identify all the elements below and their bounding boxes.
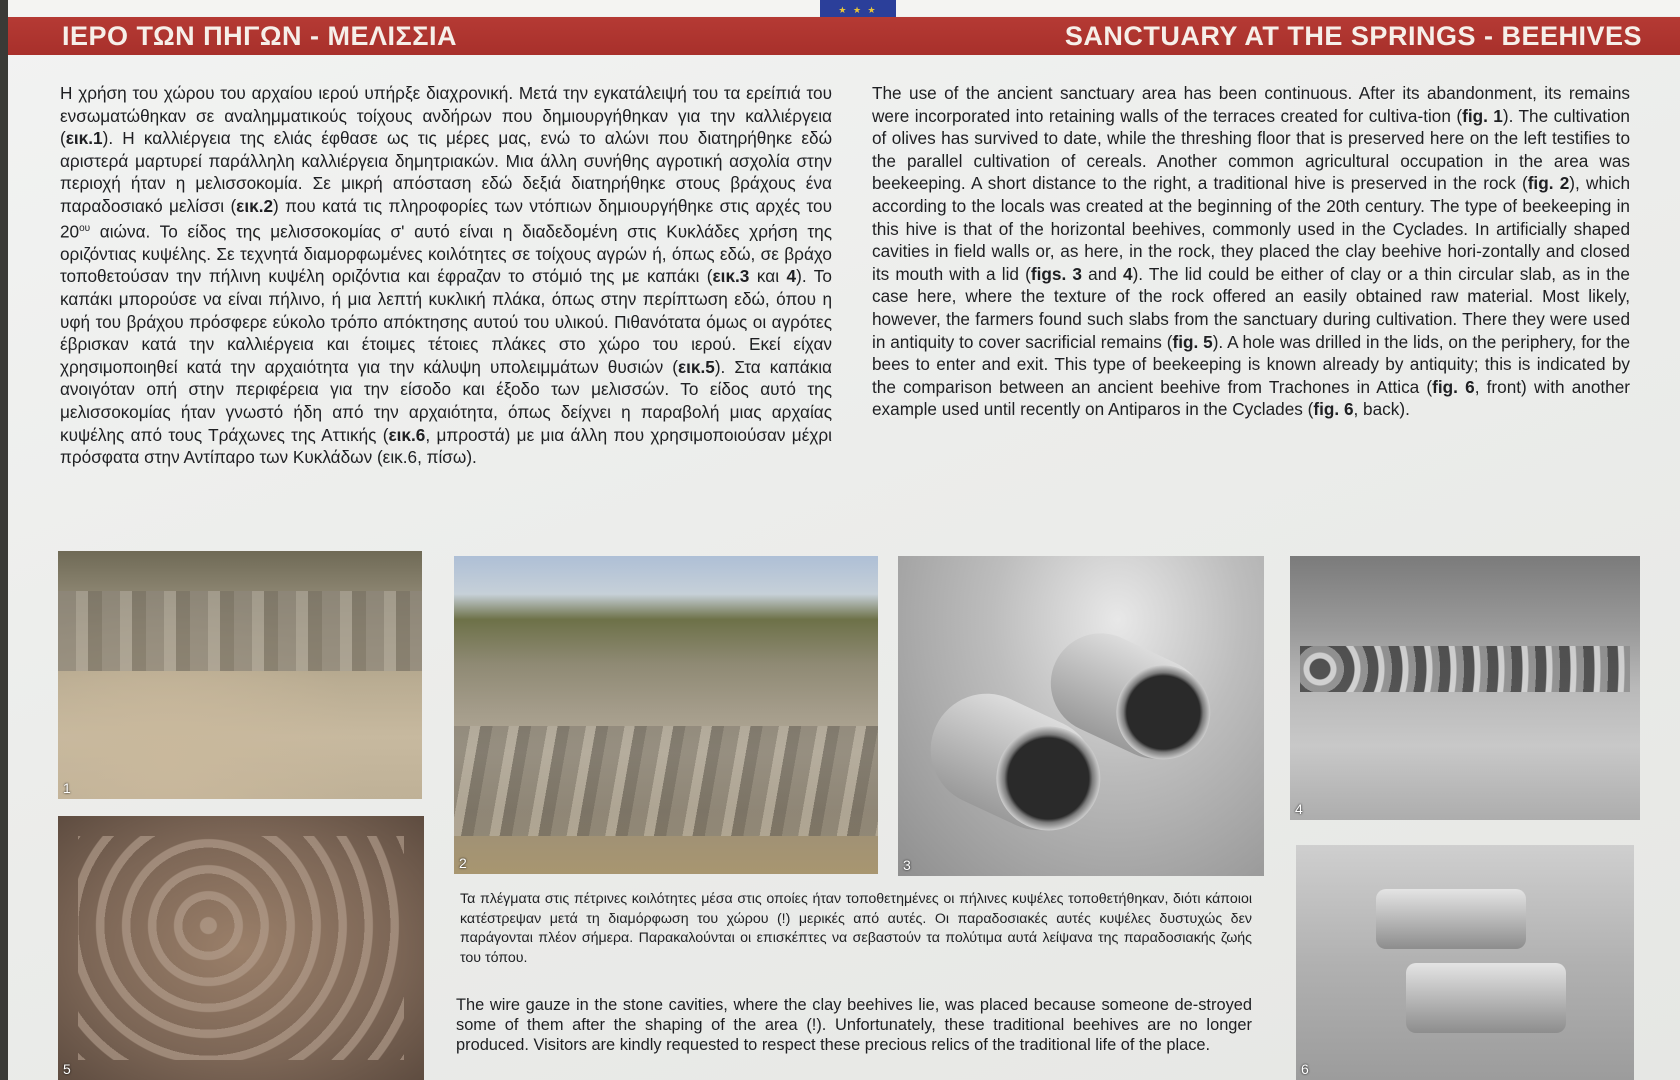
information-sign — [8, 0, 1680, 1080]
eu-flag-logo: ★ ★ ★ — [820, 0, 896, 17]
photo-2-number: 2 — [459, 855, 467, 871]
caption-english: The wire gauze in the stone cavities, where the clay beehives lie, was placed because someone de-stroyed some of them after the shaping of the area (!). Unfortunately, these traditional beehives are no longer produced. Visitors are kindly requested to respect these precious relics of the traditional life of the place. — [456, 996, 1252, 1054]
photo-4-hive-wall — [1290, 556, 1640, 820]
photo-5-stone-slabs — [58, 816, 424, 1080]
photo-6-number: 6 — [1301, 1061, 1309, 1077]
photo-3-number: 3 — [903, 857, 911, 873]
title-band — [8, 17, 1680, 55]
photo-2-rock-hive — [454, 556, 878, 874]
photo-1-terraces — [58, 551, 422, 799]
photo-5-number: 5 — [63, 1061, 71, 1077]
caption-greek: Τα πλέγματα στις πέτρινες κοιλότητες μέσα στις οποίες ήταν τοποθετημένες οι πήλινες κυψέλες τοποθετήθηκαν, διότι κάποιοι κατέστρεψαν μετά τη διαμόρφωση του χώρου (!) μερικές από αυτές. Οι παραδοσιακές αυτές κυψέλες δυστυχώς δεν παράγονται πλέον σήμερα. Παρακαλούνται οι επισκέπτες να σεβαστούν τα πολύτιμα αυτά λείψανα της παραδοσιακής ζωής του τόπου. — [460, 891, 1252, 966]
photo-3-clay-beehives — [898, 556, 1264, 876]
photo-1-number: 1 — [63, 780, 71, 796]
photo-6-ancient-beehives — [1296, 845, 1634, 1080]
photo-4-number: 4 — [1295, 801, 1303, 817]
body-text-english: The use of the ancient sanctuary area has been continuous. After its abandonment, its remains were incorporated into retaining walls of the terraces created for cultiva-tion (fig. 1). The cultivation of olives has survived to date, while the threshing floor that is preserved here on the left testifies to the parallel cultivation of cereals. Another common agricultural occupation in the area was beekeeping. A short distance to the right, a traditional hive is preserved in the rock (fig. 2), which according to the locals was created at the beginning of the 20th century. The type of beekeeping in this hive is that of the horizontal beehives, commonly used in the Cyclades. In artificially shaped cavities in field walls or, as here, in the rock, they placed the clay beehive hori-zontally and closed its mouth with a lid (figs. 3 and 4). The lid could be either of clay or a thin circular slab, as in the case here, where the texture of the rock offered an easily obtained raw material. Most likely, however, the farmers found such slabs from the sanctuary during cultivation. There they were used in antiquity to cover sacrificial remains (fig. 5). A hole was drilled in the lids, on the periphery, for the bees to enter and exit. This type of beekeeping is known already by antiquity; this is indicated by the comparison between an ancient beehive from Trachones in Attica (fig. 6, front) with another example used until recently on Antiparos in the Cyclades (fig. 6, back). — [872, 83, 1631, 420]
body-text-greek: Η χρήση του χώρου του αρχαίου ιερού υπήρξε διαχρονική. Μετά την εγκατάλειψή του τα ερείπιά του ενσωματώθηκαν σε αναλημματικούς τοίχους ανδήρων που δημιουργήθηκαν για την καλλιέργεια (εικ.1). Η καλλιέργεια της ελιάς έφθασε ως τις μέρες μας, ενώ το αλώνι που διατηρήθηκε εδώ αριστερά μαρτυρεί παράλληλη καλλιέργεια δημητριακών. Μια άλλη συνήθης αγροτική ασχολία στην περιοχή ήταν η μελισσοκομία. Σε μικρή απόσταση εδώ δεξιά διατηρήθηκε στους βράχους ένα παραδοσιακό μελίσσι (εικ.2) που κατά τις πληροφορίες των ντόπιων δημιουργήθηκε στις αρχές του $20^{o\upsilon}$ αιώνα. Το είδος της μελισσοκομίας σ' αυτό είναι η διαδεδομένη στις Κυκλάδες χρήση της οριζόντιας κυψέλης. Σε τεχνητά διαμορφωμένες κοιλότητες σε τοίχους αγρών ή, όπως εδώ, σε βράχο τοποθετούσαν την πήλινη κυψέλη οριζόντια και έφραζαν το στόμιό της με καπάκι (εικ.3 και 4). Το καπάκι μπορούσε να είναι πήλινο, ή μια λεπτή κυκλική πλάκα, όπως στην περίπτωση εδώ, όπου η υφή του βράχου πρόσφερε εύκολο τρόπο απόκτησης αυτού του υλικού. Πιθανότατα όμως οι αγρότες έβρισκαν κατά την καλλιέργεια και έτοιμες τέτοιες πλάκες στο χώρο του ιερού. Εκεί είχαν χρησιμοποιηθεί κατά την αρχαιότητα για την κάλυψη υπολειμμάτων θυσιών (εικ.5). Στα καπάκια ανοιγόταν οπή στην περιφέρεια για την είσοδο και έξοδο των μελισσών. Το είδος αυτό της μελισσοκομίας ήταν γνωστό ήδη από την αρχαιότητα, όπως δείχνει η παραβολή μιας αρχαίας κυψέλης από τους Τράχωνες της Αττικής (εικ.6, μπροστά) με μια άλλη που χρησιμοποιούσαν μέχρι πρόσφατα στην Αντίπαρο των Κυκλάδων (εικ.6, πίσω). — [60, 83, 833, 468]
title-greek: ΙΕΡΟ ΤΩΝ ΠΗΓΩΝ - ΜΕΛΙΣΣΙΑ — [62, 21, 457, 51]
title-english: SANCTUARY AT THE SPRINGS - BEEHIVES — [1064, 21, 1642, 51]
